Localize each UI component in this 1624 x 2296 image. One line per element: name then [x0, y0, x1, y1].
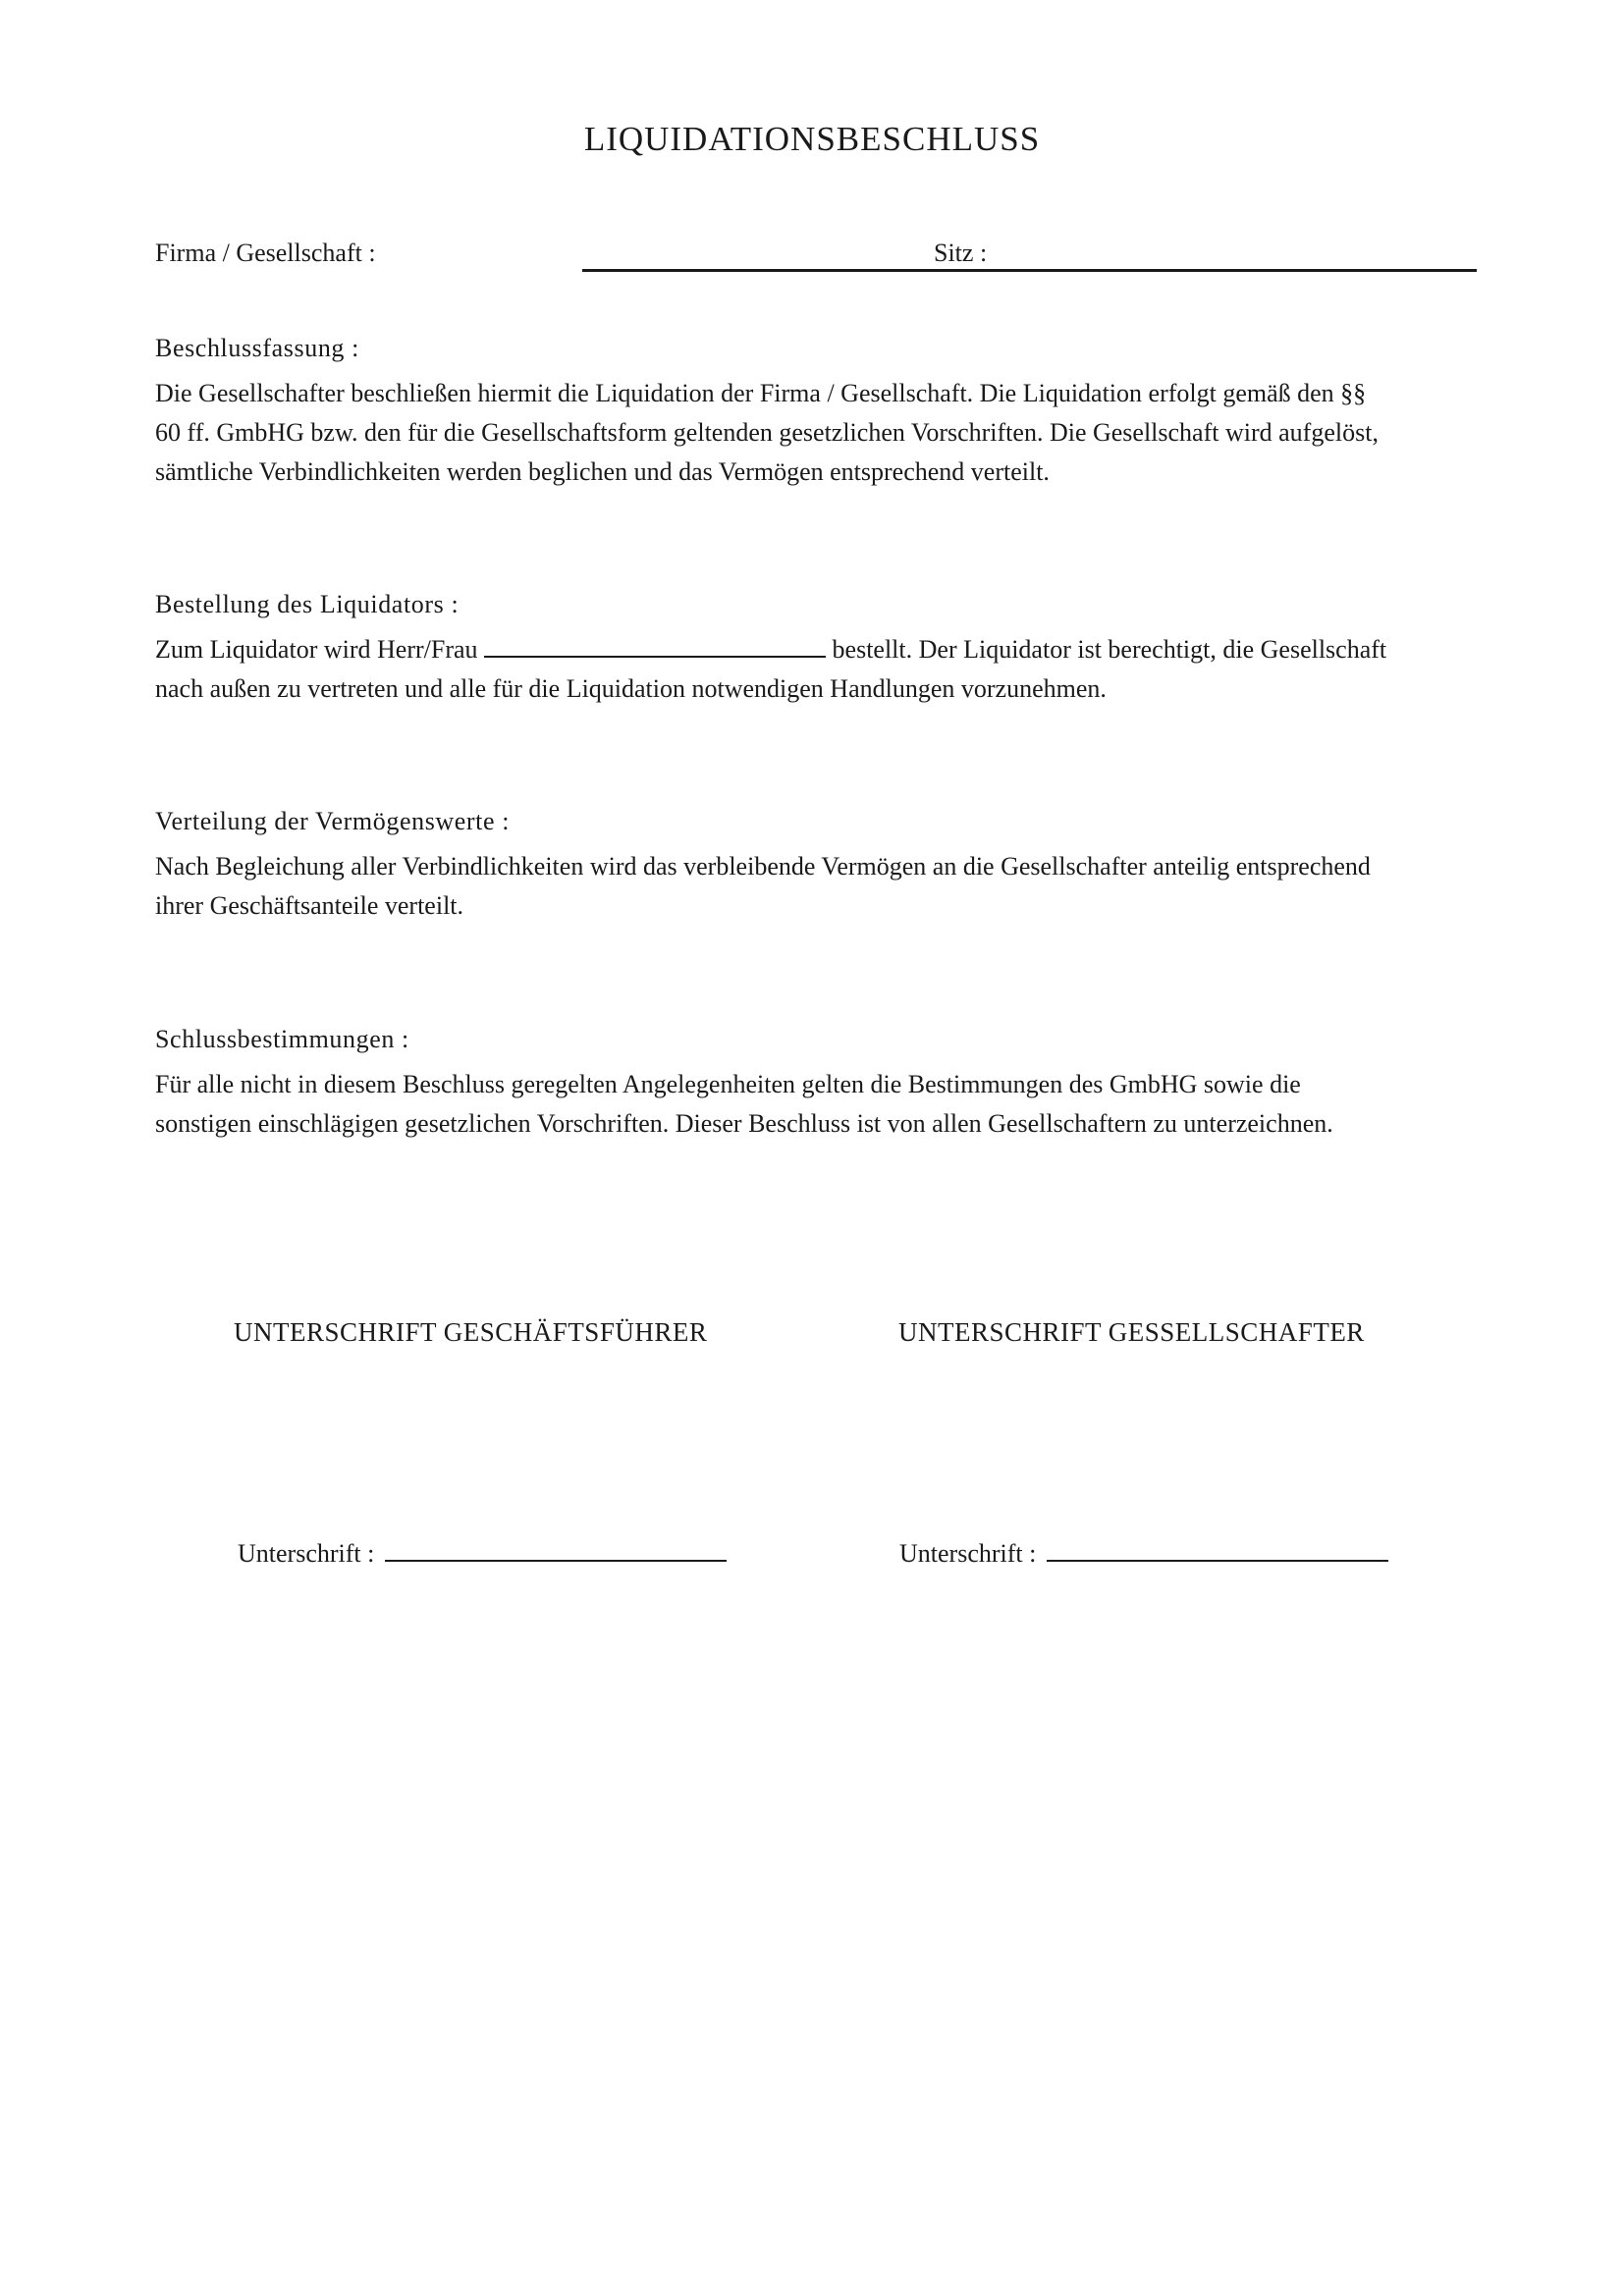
- section-body-schlussbestimmungen: [155, 1065, 1481, 1144]
- signature-label: Unterschrift :: [238, 1539, 375, 1568]
- section-body-beschlussfassung: [155, 374, 1481, 492]
- section-heading-beschlussfassung: Beschlussfassung :: [155, 334, 359, 362]
- body-line: sämtliche Verbindlichkeiten werden beglichen und das Vermögen entsprechend verteilt.: [155, 457, 1050, 486]
- body-line: Nach Begleichung aller Verbindlichkeiten wird das verbleibende Vermögen an die Gesellschafter anteilig entsprechend: [155, 852, 1371, 881]
- signature-label: Unterschrift :: [899, 1539, 1037, 1568]
- firma-label: Firma / Gesellschaft :: [155, 239, 376, 267]
- sitz-label: Sitz :: [934, 239, 991, 268]
- body-line: Zum Liquidator wird Herr/Frau: [155, 635, 478, 664]
- signature-blank-geschaeftsfuehrer[interactable]: [385, 1538, 727, 1562]
- signature-heading-geschaeftsfuehrer: UNTERSCHRIFT GESCHÄFTSFÜHRER: [234, 1317, 708, 1347]
- body-line: ihrer Geschäftsanteile verteilt.: [155, 891, 464, 920]
- section-body-liquidator: [155, 630, 1481, 709]
- body-line: sonstigen einschlägigen gesetzlichen Vorschriften. Dieser Beschluss ist von allen Gesellschaftern zu unterzeichnen.: [155, 1109, 1333, 1138]
- liquidator-name-blank[interactable]: [484, 634, 826, 658]
- firma-sitz-underline: [582, 269, 1477, 272]
- signature-line-gesellschafter: [899, 1538, 1388, 1569]
- section-heading-liquidator: Bestellung des Liquidators :: [155, 590, 460, 618]
- signature-heading-gesellschafter: UNTERSCHRIFT GESSELLSCHAFTER: [898, 1317, 1365, 1347]
- section-heading-schlussbestimmungen: Schlussbestimmungen :: [155, 1025, 409, 1053]
- body-line: Für alle nicht in diesem Beschluss geregelten Angelegenheiten gelten die Bestimmungen des GmbHG sowie die: [155, 1070, 1301, 1098]
- signature-line-geschaeftsfuehrer: [238, 1538, 727, 1569]
- section-heading-verteilung: Verteilung der Vermögenswerte :: [155, 807, 511, 835]
- signature-blank-gesellschafter[interactable]: [1047, 1538, 1388, 1562]
- body-line: bestellt. Der Liquidator ist berechtigt, die Gesellschaft: [832, 635, 1387, 664]
- body-line: nach außen zu vertreten und alle für die Liquidation notwendigen Handlungen vorzunehmen.: [155, 674, 1107, 703]
- body-line: Die Gesellschafter beschließen hiermit die Liquidation der Firma / Gesellschaft. Die Liquidation erfolgt gemäß den §§: [155, 379, 1367, 407]
- body-line: 60 ff. GmbHG bzw. den für die Gesellschaftsform geltenden gesetzlichen Vorschriften. Die Gesellschaft wird aufgelöst,: [155, 418, 1379, 447]
- document-title: LIQUIDATIONSBESCHLUSS: [583, 120, 1041, 158]
- section-body-verteilung: [155, 847, 1481, 926]
